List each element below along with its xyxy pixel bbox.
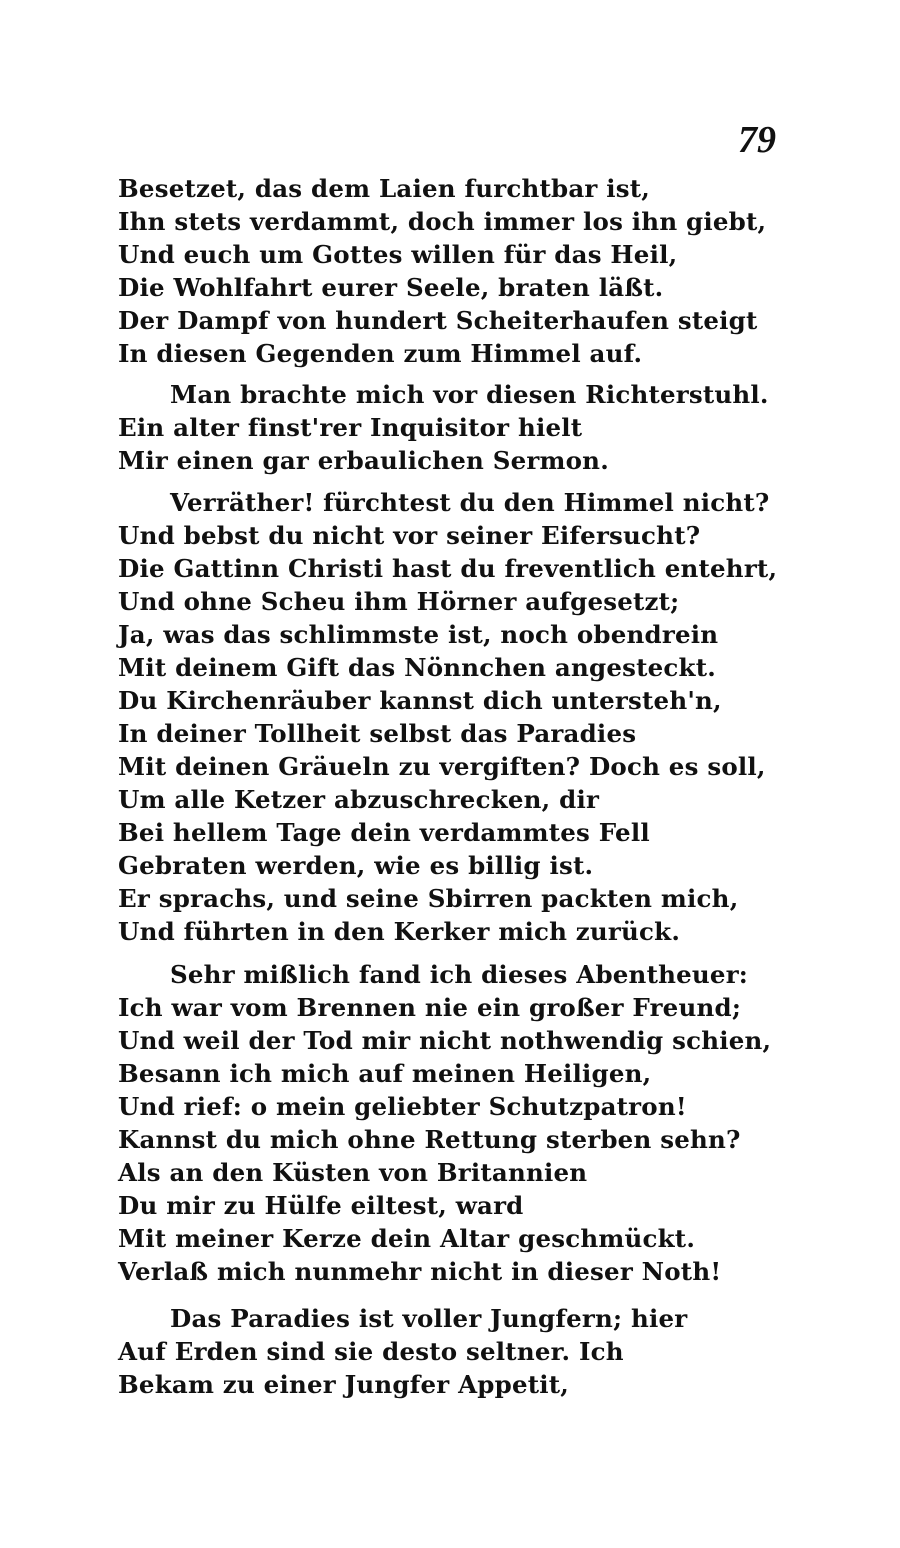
verse-line: Bei hellem Tage dein verdammtes Fell <box>118 818 650 847</box>
verse-line: Und rief: o mein geliebter Schutzpatron! <box>118 1092 687 1121</box>
verse-line: Und ohne Scheu ihm Hörner aufgesetzt; <box>118 587 680 616</box>
stanza-1 <box>118 172 767 370</box>
verse-line: Du Kirchenräuber kannst dich untersteh'n, <box>118 686 722 715</box>
verse-line: Und weil der Tod mir nicht nothwendig schien, <box>118 1026 772 1055</box>
verse-line: Mir einen gar erbaulichen Sermon. <box>118 446 609 475</box>
verse-line: Mit meiner Kerze dein Altar geschmückt. <box>118 1224 696 1253</box>
verse-line: Auf Erden sind sie desto seltner. Ich <box>118 1337 624 1366</box>
verse-line: Ja, was das schlimmste ist, noch obendrein <box>118 620 719 649</box>
verse-line: Und führten in den Kerker mich zurück. <box>118 917 681 946</box>
verse-line: Mit deinen Gräueln zu vergiften? Doch es soll, <box>118 752 766 781</box>
poem-text <box>118 172 778 1401</box>
verse-line: Das Paradies ist voller Jungfern; hier <box>170 1304 688 1333</box>
page-number: 79 <box>738 119 776 161</box>
verse-line: Verräther! fürchtest du den Himmel nicht? <box>170 488 770 517</box>
stanza-4 <box>118 958 772 1288</box>
verse-line: Ein alter finst'rer Inquisitor hielt <box>118 413 583 442</box>
verse-line: Mit deinem Gift das Nönnchen angesteckt. <box>118 653 716 682</box>
verse-line: Und bebst du nicht vor seiner Eifersucht? <box>118 521 701 550</box>
verse-line: Besetzet, das dem Laien furchtbar ist, <box>118 174 651 203</box>
verse-line: Man brachte mich vor diesen Richterstuhl. <box>170 380 769 409</box>
verse-line: Die Wohlfahrt eurer Seele, braten läßt. <box>118 273 664 302</box>
verse-line: Kannst du mich ohne Rettung sterben sehn? <box>118 1125 741 1154</box>
stanza-3 <box>118 486 778 948</box>
verse-line: Und euch um Gottes willen für das Heil, <box>118 240 678 269</box>
stanza-2 <box>118 378 769 477</box>
verse-line: Besann ich mich auf meinen Heiligen, <box>118 1059 652 1088</box>
verse-line: Er sprachs, und seine Sbirren packten mich, <box>118 884 739 913</box>
verse-line: Gebraten werden, wie es billig ist. <box>118 851 594 880</box>
stanza-5 <box>118 1302 758 1401</box>
verse-line: Ihn stets verdammt, doch immer los ihn giebt, <box>118 207 767 236</box>
verse-line: Bekam zu einer Jungfer Appetit, <box>118 1370 570 1399</box>
verse-line: Sehr mißlich fand ich dieses Abentheuer: <box>170 960 749 989</box>
verse-line: Ich war vom Brennen nie ein großer Freund; <box>118 993 742 1022</box>
verse-line: Die Gattinn Christi hast du freventlich entehrt, <box>118 554 778 583</box>
verse-line: Der Dampf von hundert Scheiterhaufen steigt <box>118 306 758 335</box>
verse-line: Du mir zu Hülfe eiltest, ward <box>118 1191 524 1220</box>
verse-line: Als an den Küsten von Britannien <box>118 1158 588 1187</box>
verse-line: In deiner Tollheit selbst das Paradies <box>118 719 637 748</box>
verse-line: Um alle Ketzer abzuschrecken, dir <box>118 785 600 814</box>
verse-line: Verlaß mich nunmehr nicht in dieser Noth! <box>118 1257 722 1286</box>
verse-line: In diesen Gegenden zum Himmel auf. <box>118 339 643 368</box>
